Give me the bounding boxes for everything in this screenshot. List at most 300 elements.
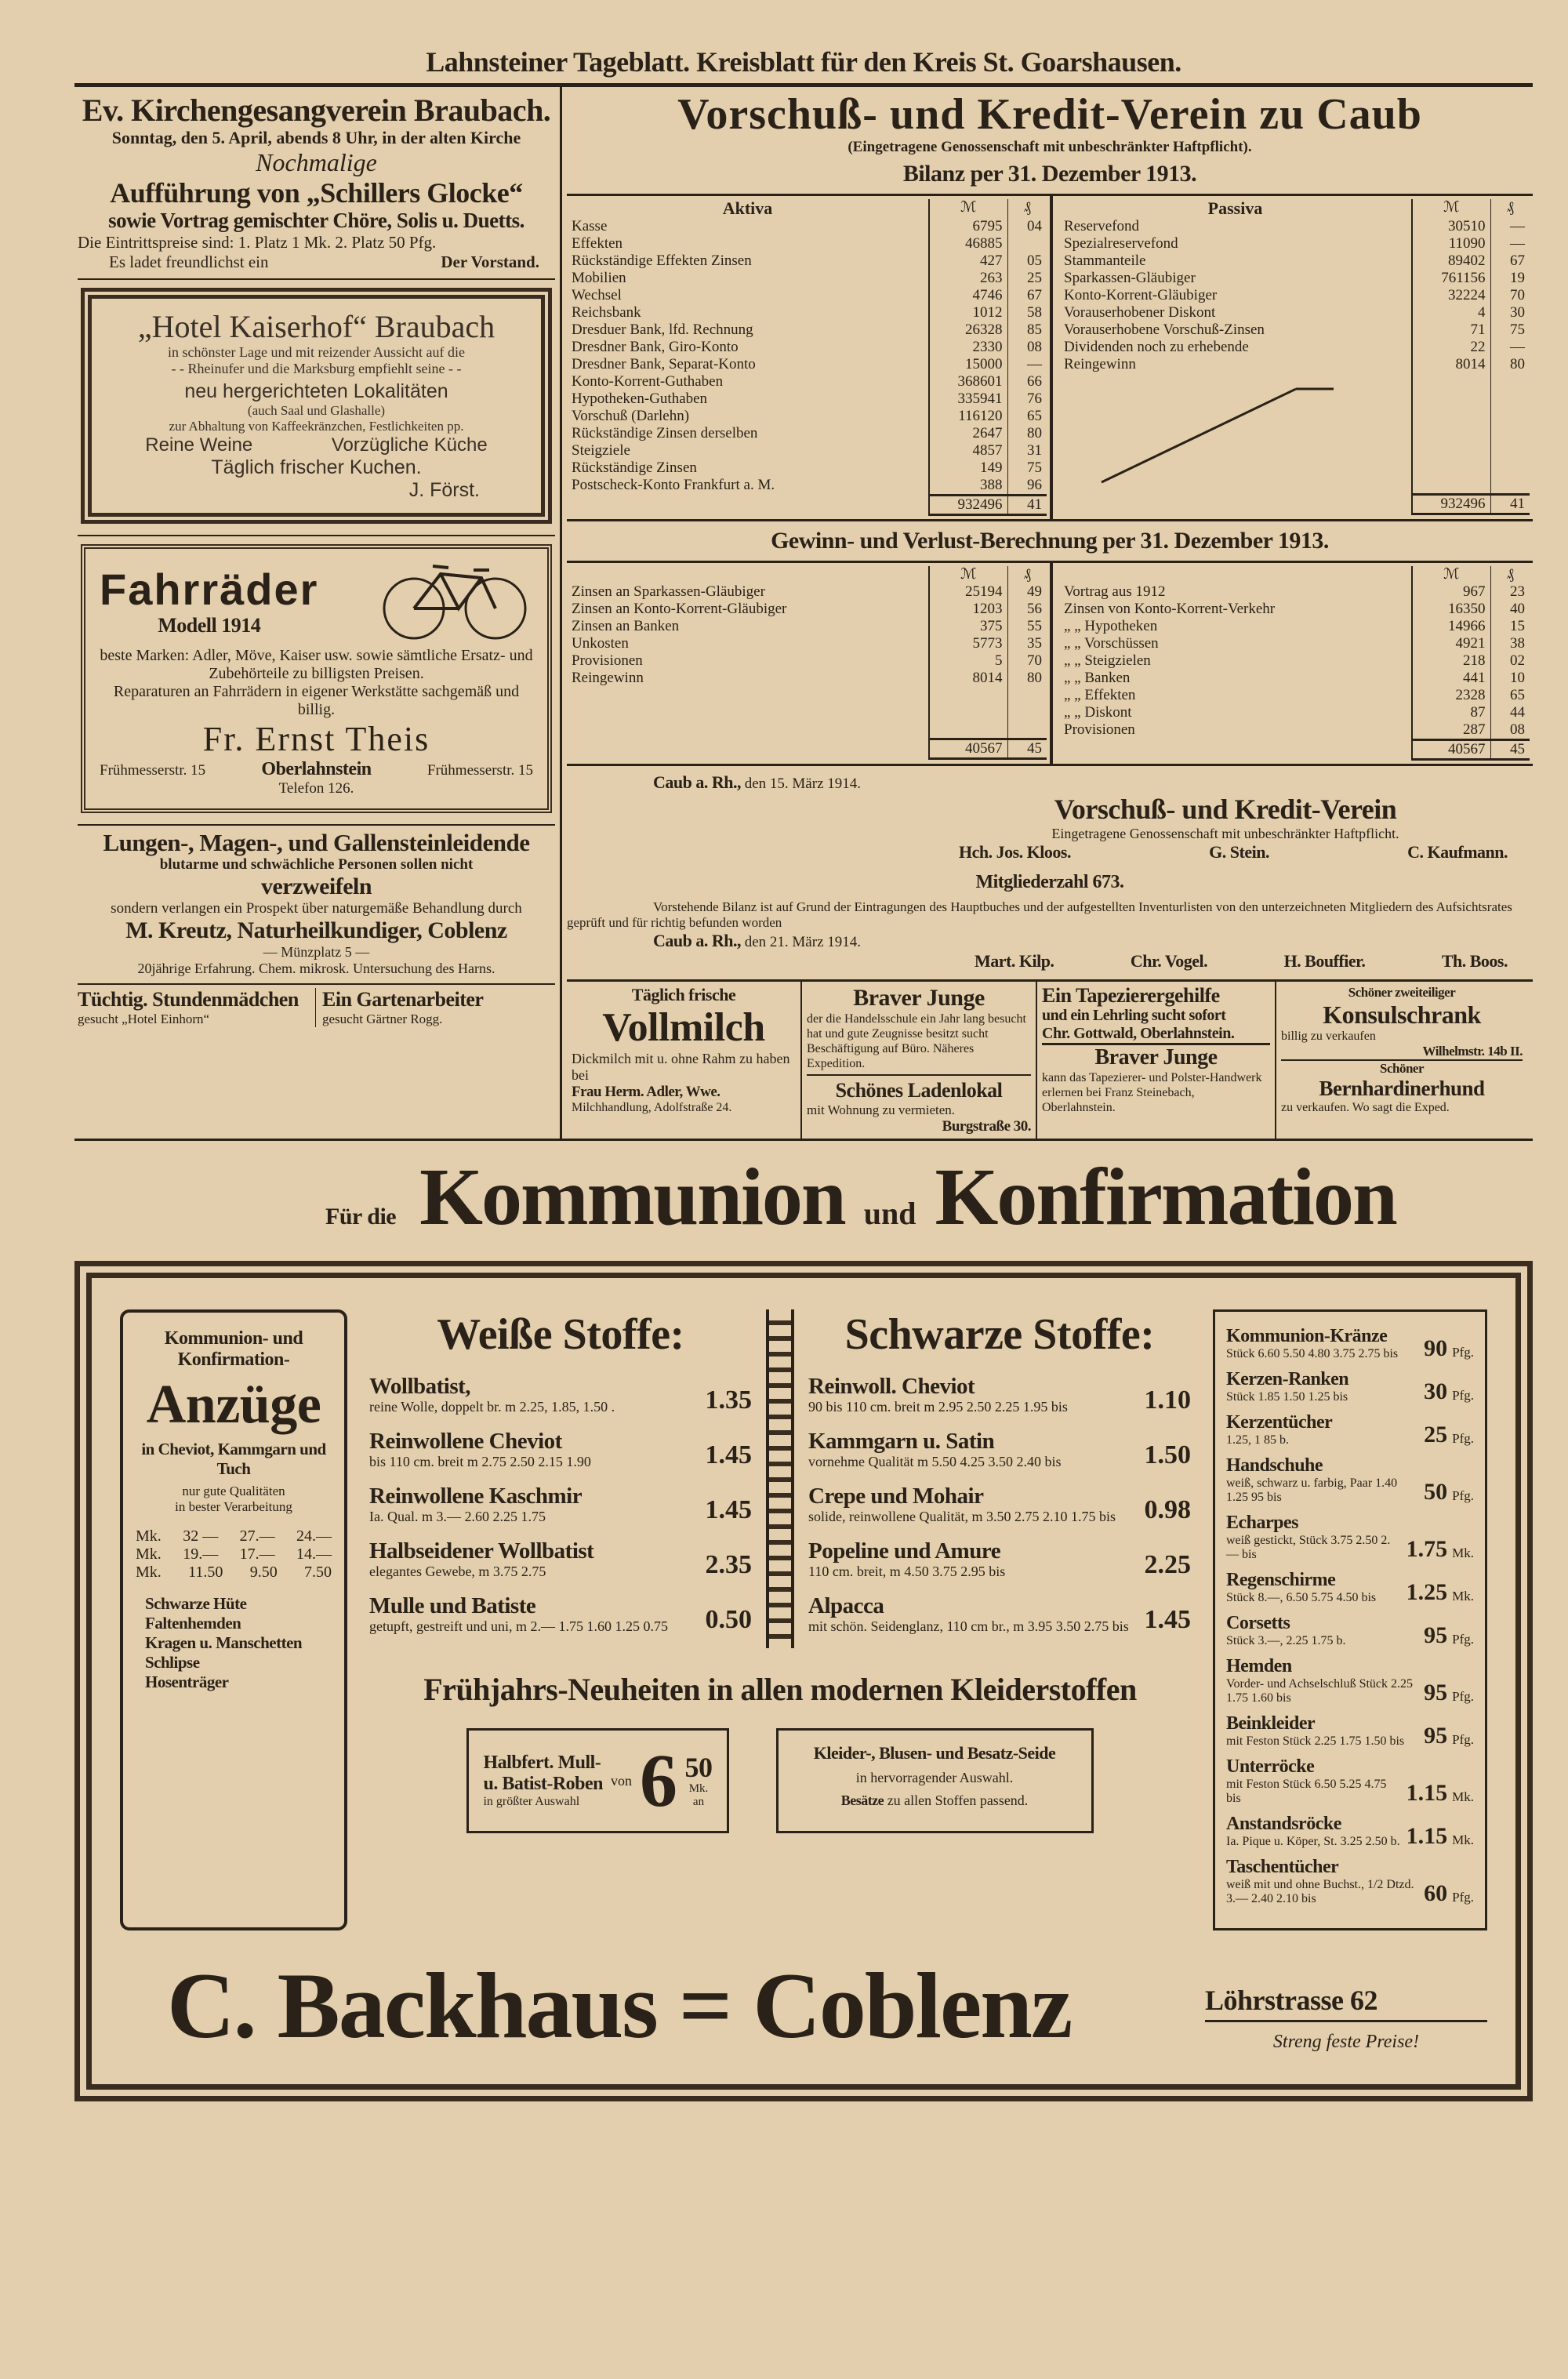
ledger-label: Zinsen an Banken [572, 618, 680, 634]
ad-text: Mk. [688, 1782, 709, 1795]
ad-title: Vollmilch [602, 1005, 765, 1050]
item-price: 95 [1424, 1680, 1448, 1705]
price-row [129, 1564, 338, 1582]
guv-title: Gewinn- und Verlust-Berechnung per 31. Dezember 1913. [771, 528, 1329, 554]
ledger-header [567, 199, 1047, 218]
item-name: Anstandsröcke [1226, 1814, 1341, 1834]
signatory: Hch. Jos. Kloos. [959, 842, 1071, 862]
ledger-pfennig: 31 [1007, 442, 1047, 459]
wanted-sub: gesucht Gärtner Rogg. [322, 1012, 443, 1026]
item-text [808, 1429, 1137, 1469]
ledger-row [1059, 670, 1530, 687]
ledger-label: Dresdner Bank, Giro-Konto [572, 339, 739, 355]
item-text [1226, 1656, 1419, 1705]
ad-title: Bernhardinerhund [1319, 1077, 1485, 1100]
ledger-row [1059, 601, 1530, 618]
ledger-pfennig: 80 [1007, 425, 1047, 442]
ledger-mark: 116120 [929, 408, 1007, 425]
price-item [808, 1374, 1191, 1415]
item-text [1226, 1713, 1419, 1749]
ledger-row [1059, 252, 1530, 270]
ledger-mark: 427 [929, 252, 1007, 270]
ledger-label: Reingewinn [1064, 356, 1136, 372]
ledger-label [567, 496, 929, 515]
kreutz-text: verzweifeln [260, 874, 372, 899]
item-text [1226, 1412, 1419, 1447]
price-cell: 24.— [296, 1527, 332, 1545]
ledger-label: „ „ Hypotheken [1064, 618, 1158, 634]
item-unit: Mk. [1452, 1589, 1474, 1604]
weisse-stoffe-heading: Weiße Stoffe: [437, 1310, 684, 1359]
item-name: Unterröcke [1226, 1756, 1315, 1777]
fahrrad-text: Reparaturen an Fahrrädern in eigener Werkstätte sachgemäß und billig. [113, 683, 520, 718]
extra-item: Schlipse [145, 1653, 200, 1672]
ledger-mark: 218 [1412, 652, 1490, 670]
item-name: Echarpes [1226, 1513, 1298, 1533]
kommunion-headline-row [74, 1141, 1533, 1261]
ledger-label: Konto-Korrent-Guthaben [572, 373, 724, 390]
hotel-block [78, 280, 555, 536]
ledger-mark: 335941 [929, 390, 1007, 408]
ledger-mark: 2330 [929, 339, 1007, 356]
item-desc: mit schön. Seidenglanz, 110 cm br., m 3.95 3.50 2.75 bis [808, 1618, 1129, 1634]
ledger-label: Rückständige Effekten Zinsen [572, 252, 752, 269]
fahrrad-ad [81, 544, 552, 813]
price-row [129, 1545, 338, 1564]
ledger-label: Zinsen an Konto-Korrent-Gläubiger [572, 601, 787, 617]
currency-mark: ₰ [1007, 199, 1047, 218]
hotel-sign: J. Först. [408, 479, 480, 501]
ledger-header [1059, 566, 1530, 583]
total-pfennig: 45 [1490, 740, 1530, 760]
ledger-row [1059, 304, 1530, 321]
total-mark: 40567 [929, 739, 1007, 758]
ledger-row [1059, 687, 1530, 704]
ledger-label: Vorschuß (Darlehn) [572, 408, 690, 424]
balance-stroke [1100, 384, 1335, 486]
item-price: 1.10 [1144, 1386, 1191, 1415]
ad-text: an [692, 1796, 705, 1808]
ledger-pfennig: 67 [1490, 252, 1530, 270]
ledger-pfennig: 76 [1007, 390, 1047, 408]
aktiva-table [567, 196, 1050, 519]
accessories-box [1213, 1309, 1487, 1930]
price-cell: Mk. [136, 1564, 162, 1581]
ledger-pfennig: 08 [1490, 721, 1530, 740]
kreutz-addr: — Münzplatz 5 — [263, 944, 370, 960]
ledger-label: Mobilien [572, 270, 626, 286]
price-cell: 19.— [183, 1545, 219, 1563]
verein-header [567, 90, 1533, 187]
ledger-pfennig: 10 [1490, 670, 1530, 687]
ad-text: Halbfert. Mull- [483, 1752, 601, 1773]
auditor: Chr. Vogel. [1130, 951, 1208, 971]
ledger-mark: 32224 [1412, 287, 1490, 304]
ad-name: Chr. Gottwald, Oberlahnstein. [1042, 1025, 1270, 1045]
kirche-pre: Nochmalige [256, 148, 377, 176]
item-unit: Pfg. [1452, 1689, 1474, 1704]
ad-title: Braver Junge [853, 985, 985, 1011]
ledger-row [1059, 721, 1530, 740]
item-desc: 1.25, 1 85 b. [1226, 1433, 1289, 1447]
ledger-spacer [567, 687, 1047, 704]
item-unit: Pfg. [1452, 1431, 1474, 1446]
item-price: 1.45 [705, 1440, 752, 1469]
item-desc: elegantes Gewebe, m 3.75 2.75 [369, 1564, 546, 1579]
item-text [369, 1429, 698, 1469]
item-desc: weiß mit und ohne Buchst., 1/2 Dtzd. 3.— 2.40 2.10 bis [1226, 1878, 1414, 1905]
price-item [1226, 1455, 1474, 1505]
item-name: Alpacca [808, 1593, 884, 1618]
item-unit: Mk. [1452, 1789, 1474, 1804]
ledger-mark: 6795 [929, 218, 1007, 235]
ad-title: Braver Junge [1094, 1045, 1218, 1070]
fahrrad-text: beste Marken: Adler, Möve, Kaiser usw. sowie sämtliche Ersatz- und Zubehörteile zu billigsten Preisen. [100, 647, 533, 682]
ledger-row [567, 235, 1047, 252]
ledger-pfennig: — [1490, 339, 1530, 356]
ledger-mark: 26328 [929, 321, 1007, 339]
bilanz-tables [567, 194, 1533, 521]
price-row [129, 1527, 338, 1545]
ad-text: in hervorragender Auswahl. [855, 1770, 1014, 1785]
ledger-header [567, 566, 1047, 583]
ad-konsulschrank [1276, 982, 1527, 1139]
ad-pre: Schöner [1380, 1061, 1424, 1076]
item-name: Halbseidener Wollbatist [369, 1538, 594, 1564]
ledger-pfennig: 55 [1007, 618, 1047, 635]
ledger-row [567, 287, 1047, 304]
item-text [1226, 1326, 1419, 1361]
kirche-date: Sonntag, den 5. April, abends 8 Uhr, in der alten Kirche [111, 128, 521, 147]
soll-table [567, 563, 1050, 764]
top-section [74, 87, 1533, 1141]
item-price: 1.45 [1144, 1605, 1191, 1634]
ledger-mark: 1012 [929, 304, 1007, 321]
price-item [369, 1484, 752, 1524]
column-header: Passiva [1207, 198, 1263, 218]
ledger-row [567, 218, 1047, 235]
total-pfennig: 41 [1007, 496, 1047, 515]
ledger-row [1059, 704, 1530, 721]
fahrrad-addr: Frühmesserstr. 15 [100, 762, 206, 779]
auditor: Th. Boos. [1441, 951, 1508, 971]
ledger-label: Konto-Korrent-Gläubiger [1064, 287, 1218, 303]
item-desc: bis 110 cm. breit m 2.75 2.50 2.15 1.90 [369, 1454, 591, 1469]
item-desc: vornehme Qualität m 5.50 4.25 3.50 2.40 bis [808, 1454, 1062, 1469]
kirche-prices: Die Eintrittspreise sind: 1. Platz 1 Mk. 2. Platz 50 Pfg. [78, 233, 437, 252]
currency-mark: ℳ [929, 199, 1007, 218]
column-header [1059, 566, 1412, 583]
left-column [74, 87, 562, 1139]
stoffe-area [369, 1309, 1191, 1930]
item-name: Kommunion-Kränze [1226, 1326, 1388, 1346]
ad-text: von [611, 1772, 633, 1789]
ledger-mark: 15000 [929, 356, 1007, 373]
ledger-pfennig: 38 [1490, 635, 1530, 652]
price-item [808, 1429, 1191, 1469]
schwarze-stoffe-list [808, 1374, 1191, 1634]
item-unit: Mk. [1452, 1545, 1474, 1560]
extra-item: Faltenhemden [145, 1614, 241, 1633]
kirche-sub: sowie Vortrag gemischter Chöre, Solis u. Duetts. [108, 209, 524, 232]
ad-text: Kleider-, Blusen- und Besatz-Seide [813, 1743, 1056, 1763]
price-item [1226, 1814, 1474, 1849]
ledger-total [567, 496, 1047, 515]
item-price: 0.98 [1144, 1495, 1191, 1524]
anzuege-title: Anzüge [146, 1375, 321, 1435]
ledger-label: Provisionen [572, 652, 643, 669]
ledger-row [567, 408, 1047, 425]
fixed-prices: Streng feste Preise! [1272, 2032, 1420, 2052]
ledger-pfennig: 80 [1007, 670, 1047, 687]
wanted-sub: gesucht „Hotel Einhorn“ [78, 1012, 210, 1026]
price-item [369, 1374, 752, 1415]
ad-braver-junge [802, 982, 1037, 1139]
ledger-label: Effekten [572, 235, 623, 252]
ledger-mark: 375 [929, 618, 1007, 635]
verein-subtitle: (Eingetragene Genossenschaft mit unbeschränkter Haftpflicht). [848, 139, 1252, 155]
ad-text: in größter Auswahl [483, 1795, 580, 1808]
currency-mark: ℳ [929, 566, 1007, 583]
ad-text: mit Wohnung zu vermieten. [807, 1102, 956, 1117]
item-text [808, 1374, 1137, 1415]
ad-title: Schönes Ladenlokal [835, 1079, 1003, 1102]
sig-subtitle: Eingetragene Genossenschaft mit unbeschränkter Haftpflicht. [1051, 826, 1399, 841]
date: den 21. März 1914. [744, 934, 862, 950]
ledger-pfennig: — [1490, 235, 1530, 252]
ad-text: u. Batist-Roben [483, 1774, 604, 1794]
ledger-pfennig: 19 [1490, 270, 1530, 287]
bilanz-title: Bilanz per 31. Dezember 1913. [902, 161, 1197, 187]
ledger-mark: 1203 [929, 601, 1007, 618]
fahrrad-city: Oberlahnstein [261, 759, 372, 779]
ledger-pfennig: 85 [1007, 321, 1047, 339]
ledger-row [1059, 635, 1530, 652]
ledger-mark: 967 [1412, 583, 1490, 601]
item-price: 0.50 [705, 1605, 752, 1634]
seide-ad [776, 1728, 1094, 1833]
ledger-mark: 368601 [929, 373, 1007, 390]
ad-vollmilch [567, 982, 802, 1139]
total-pfennig: 45 [1007, 739, 1047, 758]
price-item [1226, 1570, 1474, 1605]
ledger-pfennig: 44 [1490, 704, 1530, 721]
price-item [1226, 1613, 1474, 1648]
ad-addr: Burgstraße 30. [942, 1118, 1031, 1135]
total-pfennig: 41 [1490, 494, 1530, 514]
item-unit: Pfg. [1452, 1345, 1474, 1360]
ledger-pfennig: 75 [1007, 459, 1047, 477]
currency-mark: ₰ [1007, 566, 1047, 583]
headline-word: und [863, 1196, 916, 1231]
ledger-label: Postscheck-Konto Frankfurt a. M. [572, 477, 775, 493]
fahrrad-addr: Frühmesserstr. 15 [426, 762, 533, 779]
hotel-text: in schönster Lage und mit reizender Aussicht auf die [168, 344, 465, 360]
ledger-row [1059, 652, 1530, 670]
kreutz-name: M. Kreutz, Naturheilkundiger, Coblenz [125, 917, 507, 943]
headline-word: Kommunion [419, 1152, 845, 1242]
schwarze-stoffe-heading: Schwarze Stoffe: [844, 1310, 1155, 1359]
hotel-ad [81, 288, 552, 524]
item-text [369, 1593, 698, 1634]
item-name: Reinwollene Kaschmir [369, 1484, 583, 1509]
item-name: Reinwollene Cheviot [369, 1429, 562, 1454]
ledger-mark: 4746 [929, 287, 1007, 304]
sig-title: Vorschuß- und Kredit-Verein [1054, 794, 1397, 825]
item-text [369, 1538, 698, 1579]
ledger-row [567, 583, 1047, 601]
wanted-ads [78, 985, 555, 1033]
ad-text: zu verkaufen. Wo sagt die Exped. [1281, 1101, 1450, 1114]
ledger-label: Dividenden noch zu erhebende [1064, 339, 1249, 355]
firm-street: Löhrstrasse 62 [1205, 1984, 1487, 2022]
ledger-mark: 30510 [1412, 218, 1490, 235]
ledger-mark: 441 [1412, 670, 1490, 687]
ledger-pfennig: 49 [1007, 583, 1047, 601]
item-text [1226, 1455, 1419, 1505]
item-name: Popeline und Amure [808, 1538, 1001, 1564]
ledger-row [567, 635, 1047, 652]
ledger-label: „ „ Vorschüssen [1064, 635, 1159, 652]
price-cell: 32 — [183, 1527, 219, 1545]
item-desc: Stück 3.—, 2.25 1.75 b. [1226, 1634, 1346, 1647]
column-header: Aktiva [722, 198, 773, 218]
ledger-row [567, 390, 1047, 408]
headline-word: Konfirmation [935, 1152, 1396, 1242]
hotel-title: „Hotel Kaiserhof“ Braubach [137, 309, 495, 344]
ledger-pfennig: 96 [1007, 477, 1047, 496]
ledger-row [1059, 218, 1530, 235]
hotel-text: Reine Weine [145, 434, 253, 456]
wanted-title: Ein Gartenarbeiter [322, 988, 484, 1011]
price-item [808, 1593, 1191, 1634]
anzuege-ad [120, 1309, 347, 1930]
ledger-label [1059, 740, 1412, 760]
price-item [808, 1538, 1191, 1579]
ledger-mark: 2328 [1412, 687, 1490, 704]
ledger-row [1059, 618, 1530, 635]
item-name: Crepe und Mohair [808, 1484, 984, 1509]
item-text [1226, 1814, 1402, 1849]
ad-text: Besätze [840, 1792, 884, 1808]
ledger-mark: 11090 [1412, 235, 1490, 252]
ledger-row [567, 442, 1047, 459]
floral-border [74, 1261, 1533, 2101]
item-text [1226, 1513, 1402, 1562]
ledger-row [1059, 339, 1530, 356]
kirche-title: Ev. Kirchengesangverein Braubach. [82, 93, 551, 128]
price-cell: Mk. [136, 1527, 162, 1545]
ledger-pfennig: 75 [1490, 321, 1530, 339]
ledger-label: Zinsen an Sparkassen-Gläubiger [572, 583, 765, 600]
ledger-row [567, 601, 1047, 618]
firm-row [120, 1951, 1487, 2061]
item-unit: Mk. [1452, 1832, 1474, 1847]
ledger-row [567, 373, 1047, 390]
ledger-label: Vorauserhobener Diskont [1064, 304, 1216, 321]
member-count: Mitgliederzahl 673. [975, 872, 1124, 892]
extra-item: Schwarze Hüte [145, 1594, 247, 1613]
ad-title: Konsulschrank [1323, 1001, 1481, 1029]
price-item [369, 1593, 752, 1634]
price-item [369, 1429, 752, 1469]
hotel-text: Täglich frischer Kuchen. [211, 456, 422, 478]
item-text [808, 1593, 1137, 1634]
ledger-label: Dresduer Bank, lfd. Rechnung [572, 321, 753, 338]
fahrrad-name: Fr. Ernst Theis [202, 720, 430, 758]
item-text [1226, 1857, 1419, 1906]
ad-text: Dickmilch mit u. ohne Rahm zu haben bei [572, 1051, 790, 1083]
item-price: 95 [1424, 1723, 1448, 1749]
place: Caub a. Rh., [653, 772, 741, 792]
verein-signatures [567, 772, 1533, 972]
small-boxes [369, 1728, 1191, 1833]
item-text [369, 1484, 698, 1524]
currency-mark: ₰ [1490, 566, 1530, 583]
item-unit: Pfg. [1452, 1890, 1474, 1905]
ledger-mark: 5 [929, 652, 1007, 670]
ornament-column [766, 1309, 794, 1648]
ledger-label [567, 739, 929, 758]
kommunion-headline [419, 1150, 1396, 1261]
item-desc: 110 cm. breit, m 4.50 3.75 2.95 bis [808, 1564, 1006, 1579]
hotel-text: neu hergerichteten Lokalitäten [184, 380, 448, 402]
item-unit: Pfg. [1452, 1732, 1474, 1747]
ledger-pfennig: 30 [1490, 304, 1530, 321]
ledger-row [567, 670, 1047, 687]
ledger-pfennig: — [1007, 356, 1047, 373]
ledger-header [1059, 199, 1530, 218]
price-item [1226, 1857, 1474, 1906]
ledger-mark: 149 [929, 459, 1007, 477]
ledger-pfennig: 58 [1007, 304, 1047, 321]
ledger-pfennig: 02 [1490, 652, 1530, 670]
roben-price: 6 [640, 1738, 677, 1822]
total-mark: 40567 [1412, 740, 1490, 760]
item-unit: Pfg. [1452, 1632, 1474, 1647]
ledger-row [1059, 321, 1530, 339]
item-price: 2.35 [705, 1550, 752, 1579]
item-text [808, 1538, 1137, 1579]
ledger-label: Steigziele [572, 442, 630, 459]
firm-address [1205, 1984, 1487, 2061]
ledger-label: Kasse [572, 218, 608, 234]
ledger-label: „ „ Effekten [1064, 687, 1136, 703]
kreutz-text: blutarme und schwächliche Personen sollen nicht [159, 856, 474, 873]
newspaper-page [74, 0, 1533, 2101]
ledger-row [567, 652, 1047, 670]
ad-text: der die Handelsschule ein Jahr lang besucht hat und gute Zeugnisse besitzt sucht Beschäftigung auf Büro. Näheres Expedition. [807, 1012, 1031, 1076]
item-text [1226, 1570, 1402, 1605]
item-price: 1.25 [1406, 1579, 1448, 1605]
ledger-row [567, 459, 1047, 477]
ledger-total [1059, 494, 1530, 514]
ledger-row [567, 321, 1047, 339]
ledger-pfennig: 35 [1007, 635, 1047, 652]
price-item [369, 1538, 752, 1579]
ledger-mark: 8014 [929, 670, 1007, 687]
ledger-mark: 263 [929, 270, 1007, 287]
kirche-invite: Es ladet freundlichst ein [109, 252, 269, 271]
ledger-pfennig: 65 [1490, 687, 1530, 704]
ledger-total [1059, 740, 1530, 760]
ad-title: Ein Tapezierergehilfe [1042, 984, 1220, 1007]
ledger-label: Reingewinn [572, 670, 644, 686]
item-text [1226, 1369, 1419, 1404]
kreutz-title: Lungen-, Magen-, und Gallensteinleidende [103, 829, 530, 856]
schwarze-stoffe [808, 1309, 1191, 1648]
item-price: 95 [1424, 1622, 1448, 1648]
